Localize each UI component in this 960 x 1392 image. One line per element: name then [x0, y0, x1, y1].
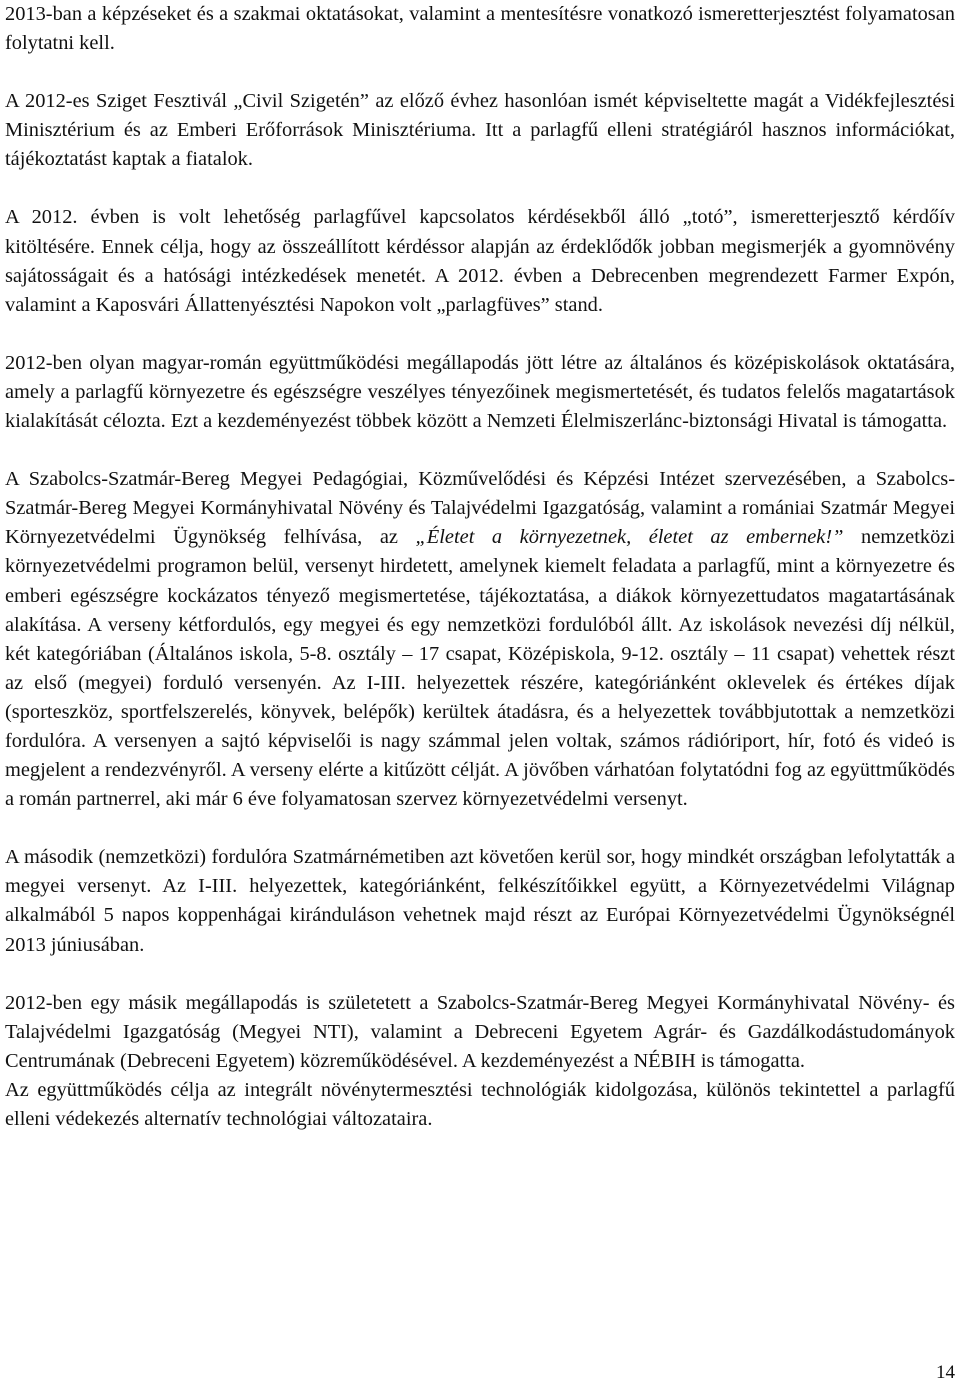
paragraph-5 [5, 465, 955, 814]
paragraph-6: A második (nemzetközi) fordulóra Szatmárnémetiben azt követően kerül sor, hogy mindkét országban lefolytatták a megyei versenyt. Az I-III. helyezettek, kategóriánként, felkészítőikkel együtt, a Környezetvédelmi Világnap alkalmából 5 napos koppenhágai kiránduláson vehetnek majd részt az Európai Környezetvédelmi Ügynökségnél 2013 júniusában. [5, 846, 955, 956]
paragraph-8: Az együttműködés célja az integrált növénytermesztési technológiák kidolgozása, különös tekintettel a parlagfű elleni védekezés alternatív technológiai változataira. [5, 1078, 955, 1130]
paragraph-7: 2012-ben egy másik megállapodás is születetett a Szabolcs-Szatmár-Bereg Megyei Kormányhivatal Növény- és Talajvédelmi Igazgatóság (Megyei NTI), valamint a Debreceni Egyetem Agrár- és Gazdálkodástudományok Centrumának (Debreceni Egyetem) közreműködésével. A kezdeményezést a NÉBIH is támogatta. [5, 991, 955, 1072]
paragraph-3: A 2012. évben is volt lehetőség parlagfűvel kapcsolatos kérdésekből álló „totó”, ismeretterjesztő kérdőív kitöltésére. Ennek célja, hogy az összeállított kérdéssor alapján az érdeklődők jobban megismerjék a gyomnövény sajátosságait és a hatósági intézkedések menetét. A 2012. évben a Debrecenben megrendezett Farmer Expón, valamint a Kaposvári Állattenyésztési Napokon volt „parlagfüves” stand. [5, 206, 955, 316]
page-number: 14 [936, 1362, 955, 1383]
paragraph-4: 2012-ben olyan magyar-román együttműködési megállapodás jött létre az általános és középiskolások oktatására, amely a parlagfű környezetre és egészségre veszélyes tényezőinek megismertetését, és tudatos felelős magatartások kialakítását célozta. Ezt a kezdeményezést többek között a Nemzeti Élelmiszerlánc-biztonsági Hivatal is támogatta. [5, 351, 955, 433]
program-title-italic: „Életet a környezetnek, életet az embernek!” [415, 526, 844, 549]
paragraph-5-start: A Szabolcs-Szatmár-Bereg Megyei Pedagógiai, Közművelődési és Képzési Intézet szervezésében, a Szabolcs-Szatmár-Bereg Megyei Kormányhivatal Növény és Talajvédelmi Igazgatóság, valamint a romániai Szatmár Megyei Környezetvédelmi Ügynökség felhívása, az [5, 468, 955, 549]
paragraph-1: 2013-ban a képzéseket és a szakmai oktatásokat, valamint a mentesítésre vonatkozó ismeretterjesztést folyamatosan folytatni kell. [5, 3, 955, 55]
document-page [5, 0, 955, 1134]
paragraph-2: A 2012-es Sziget Fesztivál „Civil Szigetén” az előző évhez hasonlóan ismét képviseltette magát a Vidékfejlesztési Minisztérium és az Emberi Erőforrások Minisztériuma. Itt a parlagfű elleni stratégiáról hasznos információkat, tájékoztatást kaptak a fiatalok. [5, 90, 955, 171]
paragraph-5-end: nemzetközi környezetvédelmi programon belül, versenyt hirdetett, amelynek kiemelt feladata a parlagfű, mint a környezetre és emberi egészségre kockázatos tényező megismertetése, tájékoztatása, a diákok környezettudatos magatartásának alakítása. A verseny kétfordulós, egy megyei és egy nemzetközi fordulóból állt. Az iskolások nevezési díj nélkül, két kategóriában (Általános iskola, 5-8. osztály – 17 csapat, Középiskola, 9-12. osztály – 11 csapat) vehettek részt az első (megyei) forduló versenyén. Az I-III. helyezettek részére, kategóriánként oklevelek és értékes díjak (sporteszköz, sportfelszerelés, könyvek, belépők) kerültek átadásra, és a helyezettek továbbjutottak a nemzetközi fordulóra. A versenyen a sajtó képviselői is nagy számmal jelen voltak, számos rádióriport, hír, fotó és videó is megjelent a rendezvényről. A verseny elérte a kitűzött célját. A jövőben várhatóan folytatódni fog az együttműködés a román partnerrel, aki már 6 éve folyamatosan szervez környezetvédelmi versenyt. [5, 526, 955, 811]
